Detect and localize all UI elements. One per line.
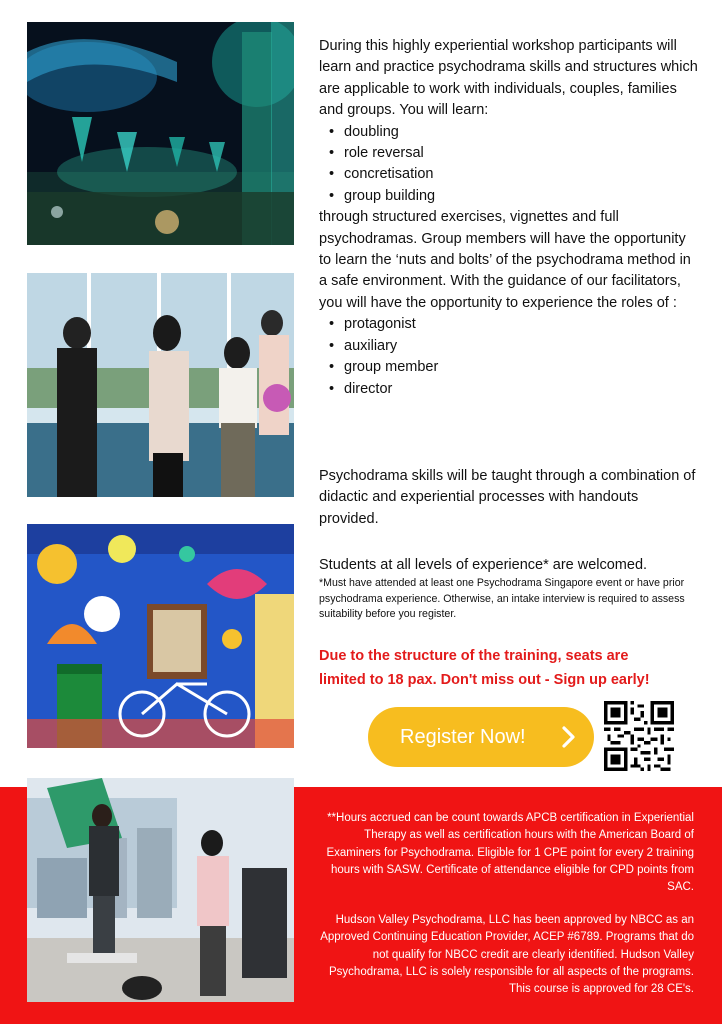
- register-button-label: Register Now!: [400, 725, 526, 748]
- students-paragraph: Students at all levels of experience* are welcomed.: [319, 557, 648, 573]
- workshop-description: [319, 36, 699, 400]
- mural-bicycle-photo: [27, 524, 294, 748]
- chevron-right-icon: [556, 725, 580, 749]
- methods-paragraph: through structured exercises, vignettes and full psychodramas. Group members will have the opportunity to learn the ‘nuts and bolts’ of the psychodrama method in a safe environment. With the guidance of our facilitators, you will have the opportunity to experience the roles of :: [319, 209, 691, 311]
- eligibility-section: [319, 555, 699, 623]
- roles-list: [319, 314, 699, 400]
- supertree-grove-photo: [27, 22, 294, 245]
- learn-list-item: • doubling: [329, 122, 699, 143]
- nbcc-approval-text: Hudson Valley Psychodrama, LLC has been approved by NBCC as an Approved Continuing Education Provider, ACEP #6789. Programs that do not qualify for NBCC credit are clearly identified. Hudson Valley Psychodrama, LLC is solely responsible for all aspects of the programs. This course is approved for 28 CE's.: [320, 914, 694, 996]
- skills-paragraph: Psychodrama skills will be taught through a combination of didactic and experiential processes with handouts provided.: [319, 468, 696, 527]
- hours-accreditation-text: **Hours accrued can be count towards APCB certification in Experiential Therapy as well as certification hours with the American Board of Examiners for Psychodrama. Eligible for 1 CPE point for every 2 training hours with SASW. Certificate of attendance eligible for CPD points from SAC.: [326, 812, 694, 894]
- intro-paragraph: During this highly experiential workshop participants will learn and practice psychodrama skills and structures which are applicable to work with individuals, couples, families and groups. You will learn:: [319, 38, 698, 119]
- role-play-photo: [27, 778, 294, 1002]
- qr-code-icon[interactable]: [604, 701, 674, 771]
- seats-alert-section: [319, 645, 679, 692]
- learn-list-item: • group building: [329, 186, 699, 207]
- roles-list-item: • director: [329, 379, 699, 400]
- roles-list-item: • auxiliary: [329, 336, 699, 357]
- seats-alert: Due to the structure of the training, seats are limited to 18 pax. Don't miss out - Sign up early!: [319, 648, 650, 688]
- workshop-participants-photo: [27, 273, 294, 497]
- register-now-button[interactable]: [368, 707, 594, 767]
- learn-list-item: • concretisation: [329, 164, 699, 185]
- learn-list: [319, 122, 699, 208]
- roles-list-item: • group member: [329, 357, 699, 378]
- learn-list-item: • role reversal: [329, 143, 699, 164]
- roles-list-item: • protagonist: [329, 314, 699, 335]
- skills-section: [319, 466, 699, 530]
- students-footnote: *Must have attended at least one Psychodrama Singapore event or have prior psychodrama experience. Otherwise, an intake interview is required to assess suitability before you register.: [319, 577, 685, 621]
